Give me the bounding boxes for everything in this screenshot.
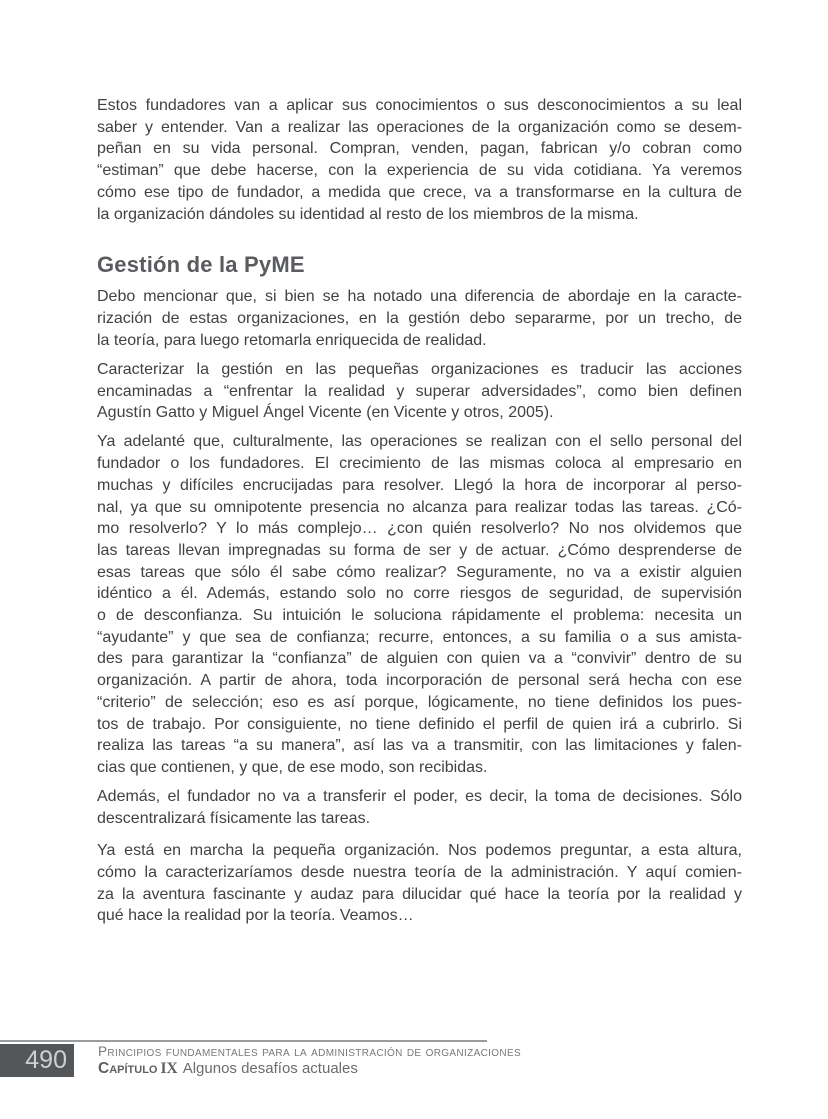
text-line: muchas y difíciles encrucijadas para resolver. Llegó la hora de incorporar al perso- (97, 476, 742, 494)
paragraph (97, 359, 742, 424)
text-line: descentralizará físicamente las tareas. (97, 809, 371, 827)
text-column (97, 0, 742, 927)
paragraph (97, 786, 742, 829)
text-line: Agustín Gatto y Miguel Ángel Vicente (en Vicente y otros, 2005). (97, 404, 554, 422)
text-line: saber y entender. Van a realizar las operaciones de la organización como se desem- (97, 118, 742, 136)
paragraph (97, 431, 742, 778)
text-line: “estiman” que debe hacerse, con la experiencia de su vida cotidiana. Ya veremos (97, 162, 742, 180)
text-line: la organización dándoles su identidad al resto de los miembros de la misma. (97, 205, 639, 223)
text-line: organización. A partir de ahora, toda incorporación de personal será hecha con ese (97, 672, 742, 690)
text-line: “criterio” de selección; eso es así porque, lógicamente, no tiene definidos los pues- (97, 693, 742, 711)
paragraph (97, 840, 742, 927)
text-line: la teoría, para luego retomarla enriquecida de realidad. (97, 331, 487, 349)
text-line: mo resolverlo? Y lo más complejo… ¿con quién resolverlo? No nos olvidemos que (97, 520, 742, 538)
chapter-line (98, 1060, 598, 1077)
text-line: cias que contienen, y que, de ese modo, son recibidas. (97, 758, 488, 776)
footer-rule (0, 1040, 487, 1042)
paragraph (97, 286, 742, 351)
footer-text (98, 1044, 598, 1077)
text-line: o de desconfianza. Su intuición le soluciona rápidamente el problema: necesita un (97, 607, 742, 625)
text-line: cómo ese tipo de fundador, a medida que crece, va a transformarse en la cultura de (97, 183, 742, 201)
text-line: “ayudante” y que sea de confianza; recurre, entonces, a su familia o a sus amista- (97, 628, 742, 646)
text-line: esas tareas que sólo él sabe cómo realizar? Seguramente, no va a existir alguien (97, 563, 742, 581)
text-line: Caracterizar la gestión en las pequeñas organizaciones es traducir las acciones (97, 360, 742, 378)
text-line: realiza las tareas “a su manera”, así las va a transmitir, con las limitaciones y falen- (97, 737, 742, 755)
text-line: tos de trabajo. Por consiguiente, no tiene definido el perfil de quien irá a cubrirlo. Si (97, 715, 742, 733)
text-line: des para garantizar la “confianza” de alguien con quien va a “convivir” dentro de su (97, 650, 742, 668)
page-number-badge: 490 (0, 1044, 74, 1077)
text-line: cómo la caracterizaríamos desde nuestra teoría de la administración. Y aquí comien- (97, 863, 742, 881)
text-line: rización de estas organizaciones, en la gestión debo separarme, por un trecho, de (97, 309, 742, 327)
text-line: qué hace la realidad por la teoría. Veamos… (97, 907, 414, 925)
text-line: idéntico a él. Además, estando solo no corre riesgos de seguridad, de supervisión (97, 585, 742, 603)
text-line: nal, ya que su omnipotente presencia no alcanza para realizar todas las tareas. ¿Có- (97, 498, 742, 516)
chapter-title: Algunos desafíos actuales (182, 1060, 358, 1077)
text-line: Debo mencionar que, si bien se ha notado una diferencia de abordaje en la caracte- (97, 288, 742, 306)
text-line: las tareas llevan impregnadas su forma de ser y de actuar. ¿Cómo desprenderse de (97, 541, 742, 559)
text-line: Estos fundadores van a aplicar sus conocimientos o sus desconocimientos a su leal (97, 97, 742, 114)
text-line: Ya adelanté que, culturalmente, las operaciones se realizan con el sello personal del (97, 433, 742, 451)
section-body (97, 286, 742, 927)
text-line: encaminadas a “enfrentar la realidad y superar adversidades”, como bien definen (97, 382, 742, 400)
text-line: Ya está en marcha la pequeña organización. Nos podemos preguntar, a esta altura, (97, 842, 742, 860)
text-line: fundador o los fundadores. El crecimiento de las mismas coloca al empresario en (97, 455, 742, 473)
chapter-numeral: IX (160, 1060, 178, 1077)
text-line: za la aventura fascinante y audaz para dilucidar qué hace la teoría por la realidad y (97, 885, 742, 903)
section-heading: Gestión de la PyME (97, 252, 305, 278)
chapter-word: Capítulo (98, 1060, 158, 1077)
intro-paragraph (97, 95, 742, 225)
text-line: Además, el fundador no va a transferir el poder, es decir, la toma de decisiones. Sólo (97, 788, 742, 806)
book-title: Principios fundamentales para la administración de organizaciones (98, 1044, 522, 1059)
text-line: peñan en su vida personal. Compran, venden, pagan, fabrican y/o cobran como (97, 140, 742, 158)
